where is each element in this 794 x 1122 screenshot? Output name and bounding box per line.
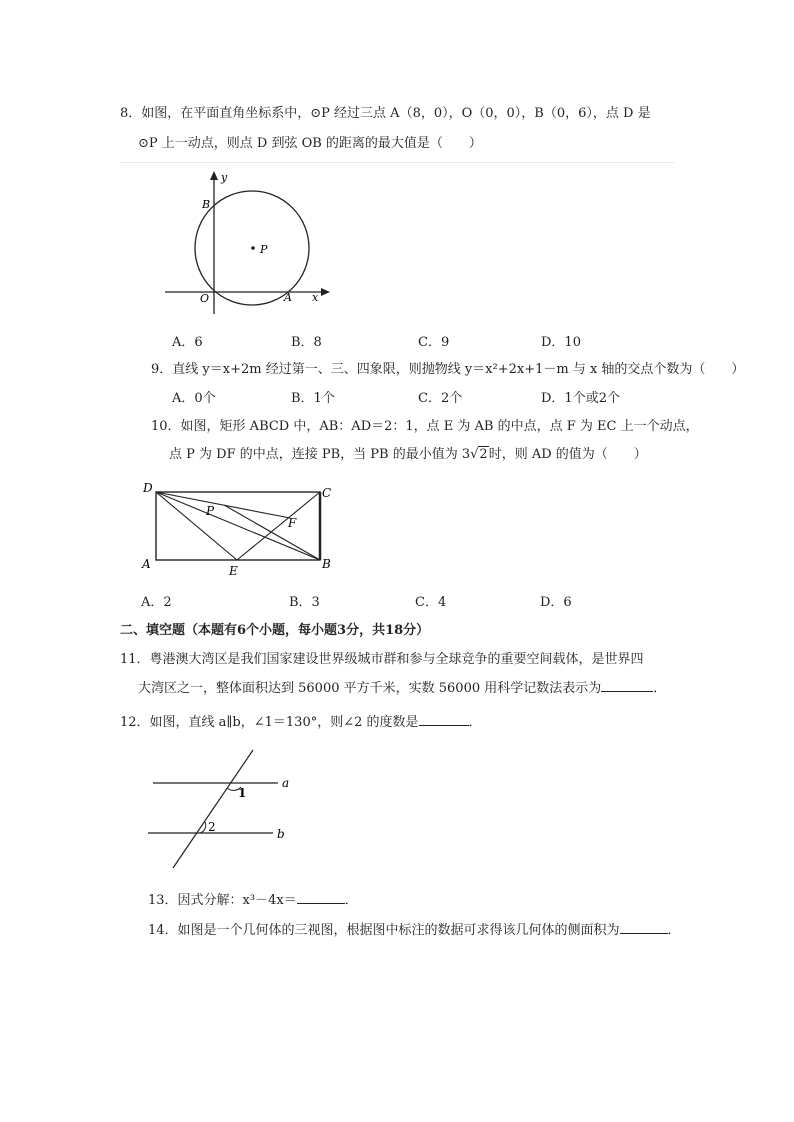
q9-option-b: B．1个	[291, 391, 335, 406]
y-axis-arrow	[210, 171, 218, 180]
q8-option-d: D．10	[541, 335, 581, 350]
transversal	[173, 750, 253, 868]
divider	[120, 162, 675, 163]
q12-figure-parallel-lines	[145, 750, 305, 875]
q9-text: 9．直线 y＝x+2m 经过第一、三、四象限，则抛物线 y＝x²+2x+1－m 与 x 轴的交点个数为（ ）	[151, 362, 745, 377]
center-point	[251, 246, 255, 250]
label-a: A	[142, 557, 151, 571]
q10-text-line1: 10．如图，矩形 ABCD 中，AB：AD＝2：1，点 E 为 AB 的中点，点 F 为 EC 上一个动点，	[151, 419, 699, 434]
segment-ec	[237, 492, 320, 560]
label-p: P	[260, 243, 268, 256]
label-b: b	[277, 827, 285, 841]
q8-option-a: A．6	[172, 335, 203, 350]
q10-text-line2	[169, 443, 647, 462]
answer-blank	[620, 921, 668, 934]
segment-de	[156, 492, 237, 560]
q11-text-line2-body: 大湾区之一，整体面积达到 56000 平方千米，实数 56000 用科学记数法表示为	[138, 681, 602, 696]
answer-blank	[419, 713, 469, 726]
q11-text-line2	[138, 677, 666, 696]
section-title: 二、填空题（本题有6个小题，每小题3分，共18分）	[120, 623, 430, 638]
label-o: O	[200, 292, 210, 305]
q10-option-a: A．2	[141, 595, 172, 610]
label-y: y	[221, 171, 228, 184]
answer-blank	[297, 891, 345, 904]
segment-df	[156, 492, 290, 518]
q14-text	[148, 919, 681, 938]
q8-text-line1: 8．如图，在平面直角坐标系中，⊙P 经过三点 A（8，0），O（0，0），B（0，6），点 D 是	[120, 106, 651, 121]
label-a: a	[282, 776, 290, 790]
q10-option-c: C．4	[415, 595, 447, 610]
q9-option-d: D．1个或2个	[541, 391, 620, 406]
q10-text-post: 时，则 AD 的值为（ ）	[488, 447, 647, 462]
q8-option-b: B．8	[291, 335, 322, 350]
q9-option-a: A．0个	[172, 391, 216, 406]
label-p: P	[206, 504, 215, 518]
q10-figure-rectangle	[140, 480, 340, 580]
sqrt-radicand: 2	[479, 447, 488, 462]
q11-end: ．	[653, 681, 667, 696]
answer-blank	[601, 679, 653, 692]
q14-text-body: 14．如图是一个几何体的三视图，根据图中标注的数据可求得该几何体的侧面积为	[148, 923, 620, 938]
q13-text-body: 13．因式分解：x³－4x＝	[148, 893, 297, 908]
label-a: A	[284, 291, 292, 304]
label-angle-2: 2	[208, 820, 216, 834]
label-x: x	[312, 291, 319, 304]
label-d: D	[143, 481, 153, 495]
q14-end: ．	[667, 923, 681, 938]
q10-text-pre: 点 P 为 DF 的中点，连接 PB，当 PB 的最小值为 3	[169, 447, 471, 462]
label-e: E	[229, 564, 238, 578]
q13-end: ．	[344, 893, 358, 908]
label-f: F	[288, 516, 297, 530]
q12-text-body: 12．如图，直线 a∥b，∠1＝130°，则∠2 的度数是	[120, 715, 419, 730]
label-angle-1: 1	[238, 786, 247, 800]
q8-option-c: C．9	[418, 335, 450, 350]
sqrt-symbol: √2	[470, 447, 488, 462]
q9-option-c: C．2个	[418, 391, 463, 406]
q10-option-b: B．3	[289, 595, 320, 610]
q12-end: ．	[468, 715, 482, 730]
q10-option-d: D．6	[540, 595, 572, 610]
x-axis-arrow	[321, 288, 330, 296]
label-c: C	[322, 486, 332, 500]
label-b: B	[202, 198, 211, 211]
segment-pb	[224, 505, 320, 560]
q8-figure-circle	[160, 168, 340, 318]
q13-text	[148, 889, 358, 908]
label-b: B	[322, 557, 331, 571]
q8-text-line2: ⊙P 上一动点，则点 D 到弦 OB 的距离的最大值是（ ）	[138, 136, 482, 151]
q11-text-line1: 11．粤港澳大湾区是我们国家建设世界级城市群和参与全球竞争的重要空间载体，是世界四	[120, 652, 644, 667]
q12-text	[120, 711, 482, 730]
